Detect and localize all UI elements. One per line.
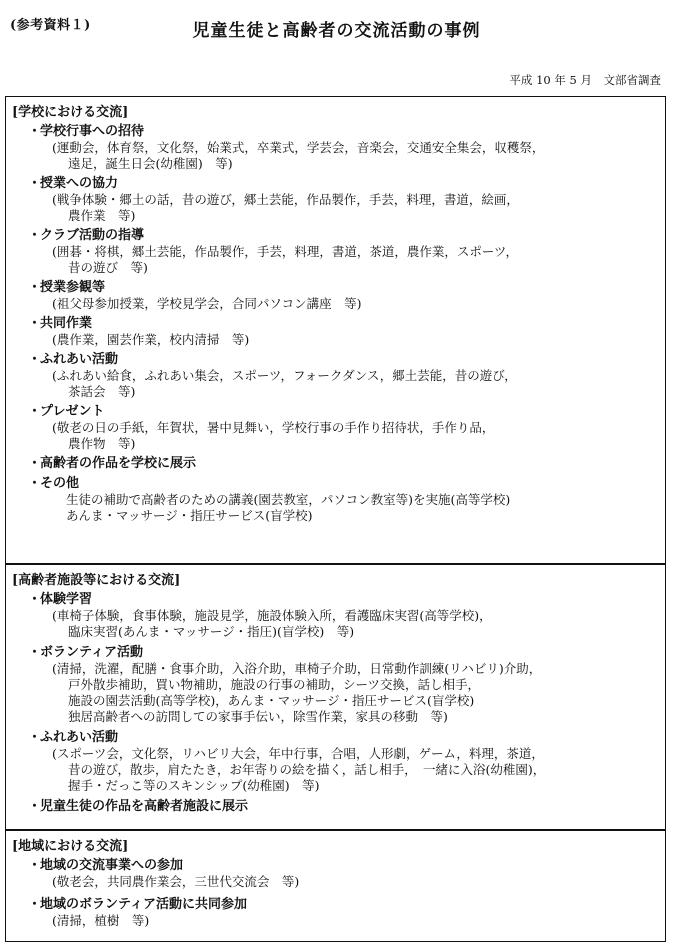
section-school xyxy=(5,96,666,564)
item-detail-line: 昔の遊び，散歩，肩たたき，お年寄りの絵を描く，話し相手， 一緒に入浴(幼稚園)， xyxy=(68,762,546,777)
list-item xyxy=(6,279,665,312)
bullet: ・ xyxy=(28,858,42,873)
item-title-text: プレゼント xyxy=(40,404,105,419)
bullet: ・ xyxy=(28,280,42,295)
section-facility xyxy=(5,564,666,830)
list-item xyxy=(6,123,665,172)
item-title xyxy=(6,857,665,874)
list-item xyxy=(6,455,665,472)
document-title: 児童生徒と高齢者の交流活動の事例 xyxy=(192,21,481,41)
list-item xyxy=(6,175,665,224)
item-title-text: 児童生徒の作品を高齢者施設に展示 xyxy=(40,799,249,814)
bullet: ・ xyxy=(28,645,42,660)
bullet: ・ xyxy=(28,352,42,367)
item-detail-line: 施設の園芸活動(高等学校)，あんま・マッサージ・指圧サービス(盲学校) xyxy=(68,693,475,708)
item-detail-line: 生徒の補助で高齢者のための講義(園芸教室，パソコン教室等)を実施(高等学校) xyxy=(66,492,511,507)
item-detail-line: あんま・マッサージ・指圧サービス(盲学校) xyxy=(66,508,313,523)
list-item xyxy=(6,315,665,348)
list-item xyxy=(6,475,665,524)
section-community xyxy=(5,830,666,942)
bullet: ・ xyxy=(28,592,42,607)
list-item xyxy=(6,729,665,794)
item-title-text: ふれあい活動 xyxy=(40,730,119,745)
item-detail-line: (清掃，洗濯，配膳・食事介助，入浴介助，車椅子介助，日常動作訓練(リハビリ)介助， xyxy=(52,661,542,676)
item-detail-line: 遠足，誕生日会(幼稚園) 等) xyxy=(68,156,233,171)
list-item xyxy=(6,227,665,276)
item-title-text: 高齢者の作品を学校に展示 xyxy=(40,456,197,471)
item-detail-line: (ふれあい給食，ふれあい集会，スポーツ，フォークダンス，郷土芸能，昔の遊び， xyxy=(52,368,517,383)
list-item xyxy=(6,351,665,400)
item-title xyxy=(6,175,665,192)
bullet: ・ xyxy=(28,799,42,814)
item-detail-line: 農作業 等) xyxy=(68,208,136,223)
item-title xyxy=(6,123,665,140)
item-title xyxy=(6,644,665,661)
item-title xyxy=(6,798,665,815)
bullet: ・ xyxy=(28,176,42,191)
item-title xyxy=(6,403,665,420)
section-heading: [地域における交流] xyxy=(12,839,129,854)
item-detail-line: (清掃，植樹 等) xyxy=(52,913,150,928)
item-title-text: 共同作業 xyxy=(40,316,93,331)
item-title-text: 授業への協力 xyxy=(40,176,119,191)
item-detail-line: (祖父母参加授業，学校見学会，合同パソコン講座 等) xyxy=(52,296,362,311)
item-title xyxy=(6,227,665,244)
item-title xyxy=(6,896,665,913)
bullet: ・ xyxy=(28,730,42,745)
reference-label: (参考資料１) xyxy=(10,18,91,33)
item-detail-line: 茶話会 等) xyxy=(68,384,136,399)
bullet: ・ xyxy=(28,897,42,912)
item-title-text: ボランティア活動 xyxy=(40,645,143,660)
list-item xyxy=(6,591,665,640)
bullet: ・ xyxy=(28,456,42,471)
item-title xyxy=(6,455,665,472)
bullet: ・ xyxy=(28,124,42,139)
bullet: ・ xyxy=(28,476,42,491)
item-title xyxy=(6,351,665,368)
item-detail-line: 昔の遊び 等) xyxy=(68,260,148,275)
list-item xyxy=(6,403,665,452)
item-detail-line: 臨床実習(あんま・マッサージ・指圧)(盲学校) 等) xyxy=(68,624,355,639)
list-item xyxy=(6,644,665,725)
item-detail-line: (運動会，体育祭，文化祭，始業式，卒業式，学芸会，音楽会，交通安全集会，収穫祭， xyxy=(52,140,545,155)
item-detail-line: (スポーツ会，文化祭，リハビリ大会，年中行事，合唱，人形劇，ゲーム，料理，茶道， xyxy=(52,746,544,761)
list-item xyxy=(6,896,665,929)
item-title-text: その他 xyxy=(40,476,80,491)
item-detail-line: (敬老会，共同農作業会，三世代交流会 等) xyxy=(52,874,300,889)
item-title-text: クラブ活動の指導 xyxy=(40,228,145,243)
item-detail-line: (戦争体験・郷土の話，昔の遊び，郷土芸能，作品製作，手芸，料理，書道，絵画， xyxy=(52,192,519,207)
item-detail-line: (農作業，園芸作業，校内清掃 等) xyxy=(52,332,250,347)
item-detail-line: (車椅子体験，食事体験，施設見学，施設体験入所，看護臨床実習(高等学校)， xyxy=(52,608,492,623)
item-title xyxy=(6,315,665,332)
byline: 平成 10 年 5 月 文部省調査 xyxy=(509,73,661,87)
item-title-text: 地域の交流事業への参加 xyxy=(40,858,184,873)
item-detail-line: (囲碁・将棋，郷土芸能，作品製作，手芸，料理，書道，茶道，農作業，スポーツ， xyxy=(52,244,519,259)
item-title xyxy=(6,729,665,746)
item-title-text: 体験学習 xyxy=(40,592,93,607)
bullet: ・ xyxy=(28,228,42,243)
item-title xyxy=(6,475,665,492)
item-title-text: 学校行事への招待 xyxy=(40,124,145,139)
section-heading: [高齢者施設等における交流] xyxy=(12,573,181,588)
list-item xyxy=(6,857,665,890)
item-title-text: ふれあい活動 xyxy=(40,352,119,367)
item-detail-line: 握手・だっこ等のスキンシップ(幼稚園) 等) xyxy=(68,778,320,793)
bullet: ・ xyxy=(28,316,42,331)
item-detail-line: 戸外散歩補助，買い物補助，施設の行事の補助，シーツ交換，話し相手， xyxy=(68,677,481,692)
item-detail-line: 農作物 等) xyxy=(68,436,136,451)
item-title xyxy=(6,591,665,608)
bullet: ・ xyxy=(28,404,42,419)
section-heading: [学校における交流] xyxy=(12,105,129,120)
item-title-text: 授業参観等 xyxy=(40,280,106,295)
item-detail-line: (敬老の日の手紙，年賀状，暑中見舞い，学校行事の手作り招待状，手作り品， xyxy=(52,420,495,435)
item-title-text: 地域のボランティア活動に共同参加 xyxy=(40,897,247,912)
item-detail-line: 独居高齢者への訪問しての家事手伝い，除雪作業，家具の移動 等) xyxy=(68,709,448,724)
item-title xyxy=(6,279,665,296)
list-item xyxy=(6,798,665,815)
